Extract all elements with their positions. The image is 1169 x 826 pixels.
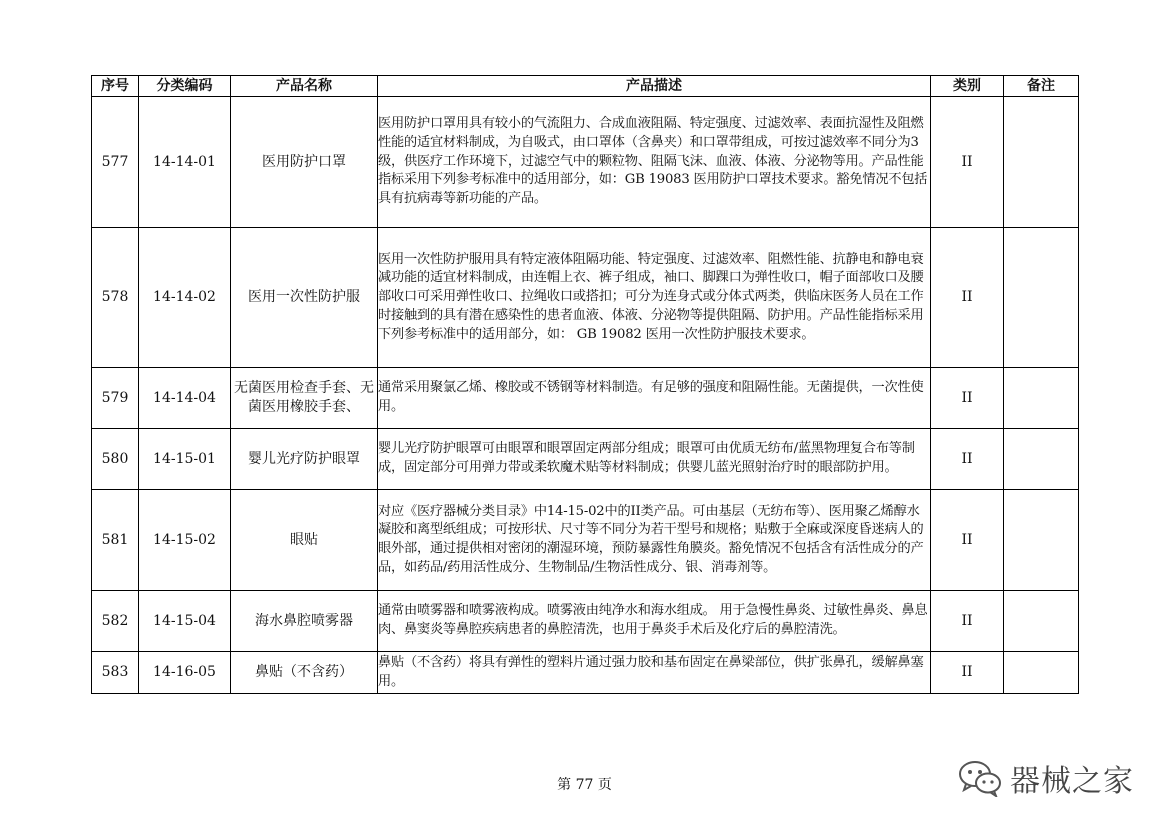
- table-header-row: [92, 76, 1079, 97]
- table-row: [92, 591, 1079, 652]
- row-code: 14-14-02: [139, 228, 231, 368]
- page-number: 第 77 页: [557, 777, 612, 793]
- header-seq: 序号: [92, 76, 139, 97]
- row-name: 鼻贴（不含药）: [231, 652, 378, 694]
- header-note: 备注: [1004, 76, 1079, 97]
- row-note: [1004, 652, 1079, 694]
- row-category: II: [931, 368, 1004, 429]
- row-note: [1004, 97, 1079, 228]
- table-row: [92, 429, 1079, 490]
- row-desc: 对应《医疗器械分类目录》中14-15-02中的II类产品。可由基层（无纺布等）、医用聚乙烯醇水凝胶和离型纸组成；可按形状、尺寸等不同分为若干型号和规格；贴敷于全麻或深度昏迷病人的眼外部，通过提供相对密闭的潮湿环境，预防暴露性角膜炎。豁免情况不包括含有活性成分的产品，如药品/药用活性成分、生物制品/生物活性成分、银、消毒剂等。: [378, 490, 931, 591]
- table-row: [92, 490, 1079, 591]
- row-category: II: [931, 591, 1004, 652]
- row-seq: 581: [92, 490, 139, 591]
- row-desc: 婴儿光疗防护眼罩可由眼罩和眼罩固定两部分组成；眼罩可由优质无纺布/蓝黑物理复合布等制成，固定部分可用弹力带或柔软魔术贴等材料制成；供婴儿蓝光照射治疗时的眼部防护用。: [378, 429, 931, 490]
- row-category: II: [931, 97, 1004, 228]
- row-desc: 医用防护口罩用具有较小的气流阻力、合成血液阻隔、特定强度、过滤效率、表面抗湿性及阻燃性能的适宜材料制成，为自吸式，由口罩体（含鼻夹）和口罩带组成，可按过滤效率不同分为3级，供医疗工作环境下，过滤空气中的颗粒物、阻隔飞沫、血液、体液、分泌物等用。产品性能指标采用下列参考标准中的适用部分，如：GB 19083 医用防护口罩技术要求。豁免情况不包括具有抗病毒等新功能的产品。: [378, 97, 931, 228]
- table-row: [92, 97, 1079, 228]
- row-category: II: [931, 490, 1004, 591]
- row-name: 眼贴: [231, 490, 378, 591]
- row-category: II: [931, 429, 1004, 490]
- row-note: [1004, 368, 1079, 429]
- table-row: [92, 228, 1079, 368]
- header-category: 类别: [931, 76, 1004, 97]
- row-seq: 578: [92, 228, 139, 368]
- header-desc: 产品描述: [378, 76, 931, 97]
- row-name: 医用一次性防护服: [231, 228, 378, 368]
- row-seq: 582: [92, 591, 139, 652]
- row-code: 14-15-02: [139, 490, 231, 591]
- row-code: 14-16-05: [139, 652, 231, 694]
- row-category: II: [931, 228, 1004, 368]
- wechat-icon: [958, 759, 1002, 797]
- row-desc: 鼻贴（不含药）将具有弹性的塑料片通过强力胶和基布固定在鼻梁部位，供扩张鼻孔，缓解鼻塞用。: [378, 652, 931, 694]
- row-seq: 577: [92, 97, 139, 228]
- row-seq: 579: [92, 368, 139, 429]
- table-row: [92, 368, 1079, 429]
- watermark: [958, 756, 1134, 800]
- row-code: 14-15-01: [139, 429, 231, 490]
- row-note: [1004, 429, 1079, 490]
- row-name: 无菌医用检查手套、无菌医用橡胶手套、: [231, 368, 378, 429]
- header-name: 产品名称: [231, 76, 378, 97]
- row-note: [1004, 228, 1079, 368]
- row-name: 婴儿光疗防护眼罩: [231, 429, 378, 490]
- table-row: [92, 652, 1079, 694]
- row-desc: 医用一次性防护服用具有特定液体阻隔功能、特定强度、过滤效率、阻燃性能、抗静电和静电衰减功能的适宜材料制成，由连帽上衣、裤子组成，袖口、脚踝口为弹性收口，帽子面部收口及腰部收口可采用弹性收口、拉绳收口或搭扣；可分为连身式或分体式两类，供临床医务人员在工作时接触到的具有潜在感染性的患者血液、体液、分泌物等提供阻隔、防护用。产品性能指标采用下列参考标准中的适用部分，如： GB 19082 医用一次性防护服技术要求。: [378, 228, 931, 368]
- row-name: 医用防护口罩: [231, 97, 378, 228]
- row-code: 14-15-04: [139, 591, 231, 652]
- row-name: 海水鼻腔喷雾器: [231, 591, 378, 652]
- row-desc: 通常由喷雾器和喷雾液构成。喷雾液由纯净水和海水组成。 用于急慢性鼻炎、过敏性鼻炎、鼻息肉、鼻窦炎等鼻腔疾病患者的鼻腔清洗，也用于鼻炎手术后及化疗后的鼻腔清洗。: [378, 591, 931, 652]
- row-code: 14-14-04: [139, 368, 231, 429]
- watermark-text: 器械之家: [1010, 764, 1134, 799]
- row-seq: 580: [92, 429, 139, 490]
- row-seq: 583: [92, 652, 139, 694]
- header-code: 分类编码: [139, 76, 231, 97]
- row-desc: 通常采用聚氯乙烯、橡胶或不锈钢等材料制造。有足够的强度和阻隔性能。无菌提供，一次性使用。: [378, 368, 931, 429]
- row-note: [1004, 490, 1079, 591]
- row-code: 14-14-01: [139, 97, 231, 228]
- row-note: [1004, 591, 1079, 652]
- product-catalog-table: [91, 75, 1079, 694]
- row-category: II: [931, 652, 1004, 694]
